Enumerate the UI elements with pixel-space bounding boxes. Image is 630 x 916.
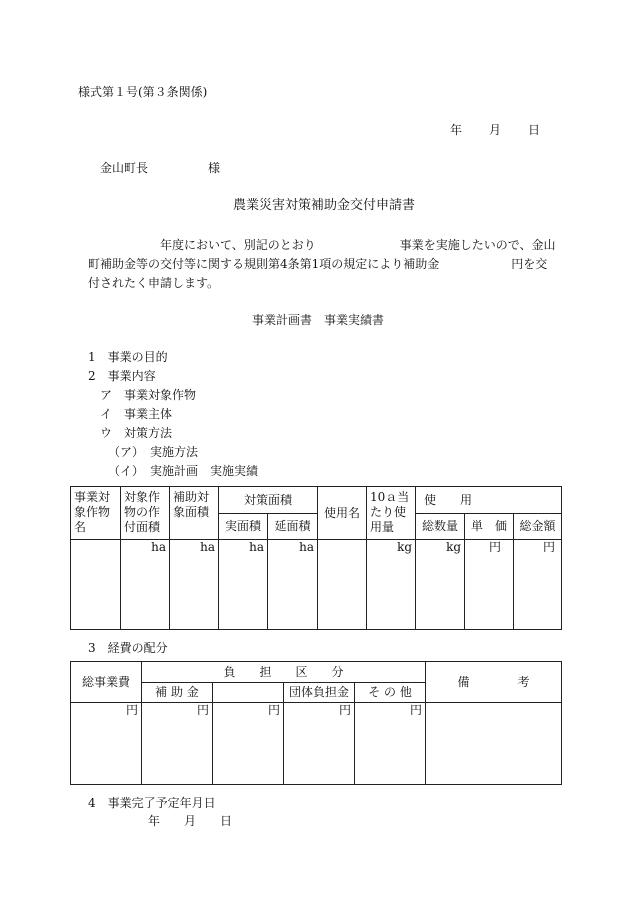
section-content: 2 事業内容 — [88, 369, 156, 383]
application-date: 年 月 日 — [450, 123, 542, 137]
header-group-burden: 団体負担金 — [284, 683, 355, 703]
header-usage-name: 使用名 — [318, 487, 367, 540]
item-entity: イ 事業主体 — [100, 407, 173, 421]
header-other: そ の 他 — [355, 683, 426, 703]
cell-per-10a[interactable]: kg — [367, 540, 416, 630]
cell-usage-name[interactable] — [318, 540, 367, 630]
cell-crop-area[interactable]: ha — [121, 540, 170, 630]
header-subsidy: 補 助 金 — [142, 683, 213, 703]
plan-table — [70, 486, 562, 630]
header-crop: 事業対象作物名 — [71, 487, 121, 540]
header-per-10a: 10ａ当たり使用量 — [367, 487, 416, 540]
cell-subsidy[interactable]: 円 — [142, 703, 213, 785]
cell-note[interactable] — [426, 703, 562, 785]
cell-quantity[interactable]: kg — [416, 540, 465, 630]
header-aid-area: 補助対象面積 — [170, 487, 219, 540]
completion-date: 年 月 日 — [148, 814, 233, 828]
item-target-crop: ア 事業対象作物 — [100, 388, 197, 402]
cell-blank[interactable]: 円 — [213, 703, 284, 785]
cell-group-burden[interactable]: 円 — [284, 703, 355, 785]
table-row — [71, 703, 562, 785]
section-purpose: 1 事業の目的 — [88, 350, 168, 364]
cell-real-area[interactable]: ha — [219, 540, 268, 630]
table-row — [71, 540, 562, 630]
section-completion-date: 4 事業完了予定年月日 — [88, 796, 216, 810]
form-number: 様式第１号(第３条関係) — [78, 85, 208, 99]
header-burden: 負 担 区 分 — [142, 662, 426, 683]
header-measure-area: 対策面積 — [219, 487, 318, 514]
cell-crop[interactable] — [71, 540, 121, 630]
header-blank — [213, 683, 284, 703]
document-subtitle: 事業計画書 事業実績書 — [252, 313, 385, 327]
cell-total-area[interactable]: ha — [268, 540, 318, 630]
cell-other[interactable]: 円 — [355, 703, 426, 785]
header-unit-price: 単 価 — [465, 514, 514, 540]
body-paragraph: 年度において、別記のとおり 事業を実施したいので、金山町補助金等の交付等に関する規則第4条第1項の規定により補助金 円を交付されたく申請します。 — [88, 238, 556, 290]
recipient: 金山町長 様 — [100, 161, 221, 175]
document-title: 農業災害対策補助金交付申請書 — [233, 198, 416, 213]
header-real-area: 実面積 — [219, 514, 268, 540]
cell-total-cost[interactable]: 円 — [71, 703, 142, 785]
header-total-area: 延面積 — [268, 514, 318, 540]
cell-aid-area[interactable]: ha — [170, 540, 219, 630]
header-quantity: 総数量 — [416, 514, 465, 540]
cell-unit-price[interactable]: 円 — [465, 540, 514, 630]
header-crop-area: 対象作物の作付面積 — [121, 487, 170, 540]
header-usage: 使 用 — [416, 487, 562, 514]
item-implementation-method: （ア） 実施方法 — [108, 445, 199, 459]
item-implementation-plan: （イ） 実施計画 実施実績 — [108, 464, 259, 478]
header-note: 備 考 — [426, 662, 562, 703]
cell-amount[interactable]: 円 — [514, 540, 562, 630]
header-total-cost: 総事業費 — [71, 662, 142, 703]
item-measure-method: ウ 対策方法 — [100, 426, 173, 440]
header-amount: 総金額 — [514, 514, 562, 540]
cost-table — [70, 661, 562, 785]
section-cost-allocation: 3 経費の配分 — [88, 641, 168, 655]
